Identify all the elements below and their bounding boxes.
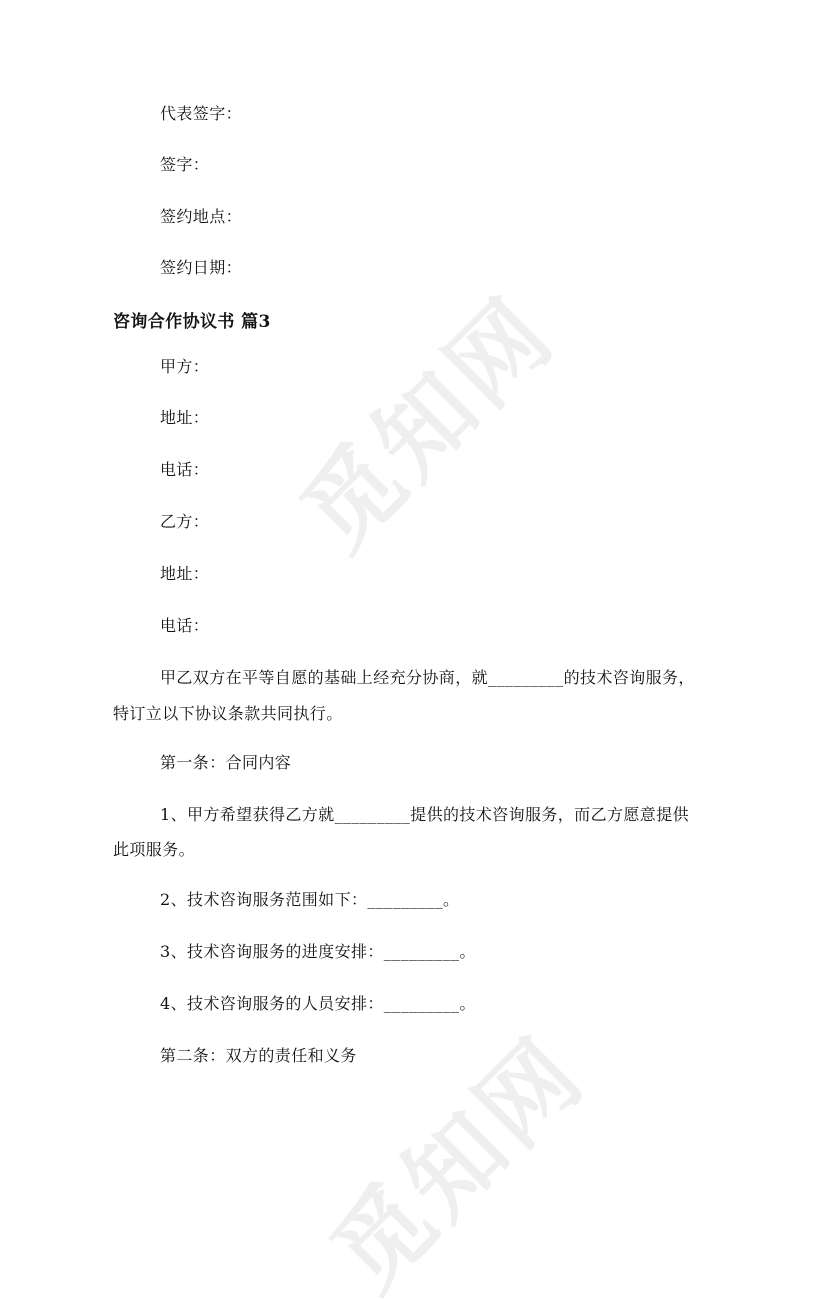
party-b-phone-label: 电话：	[160, 616, 210, 635]
watermark-bottom: 觅知网	[310, 1016, 607, 1312]
party-a-phone-label: 电话：	[160, 460, 210, 479]
party-b-label: 乙方：	[160, 512, 210, 531]
party-a-address-label: 地址：	[160, 408, 210, 427]
signing-date-label: 签约日期：	[160, 258, 243, 277]
clause-4: 4、技术咨询服务的人员安排：_________。	[160, 994, 476, 1013]
clause-2: 2、技术咨询服务范围如下：_________。	[160, 890, 460, 909]
signing-place-label: 签约地点：	[160, 207, 243, 226]
clause-3: 3、技术咨询服务的进度安排：_________。	[160, 942, 476, 961]
clause-1-line-1: 1、甲方希望获得乙方就_________提供的技术咨询服务，而乙方愿意提供	[160, 805, 689, 824]
watermark: 觅知网	[280, 276, 577, 572]
party-b-address-label: 地址：	[160, 564, 210, 583]
section-title: 咨询合作协议书 篇3	[113, 312, 271, 332]
party-a-label: 甲方：	[160, 357, 210, 376]
article-1-title: 第一条：合同内容	[160, 753, 292, 772]
article-2-title: 第二条：双方的责任和义务	[160, 1046, 357, 1065]
clause-1-line-2: 此项服务。	[113, 840, 196, 859]
signature-label: 签字：	[160, 155, 210, 174]
signature-representative-label: 代表签字：	[160, 104, 243, 123]
preamble-line-1: 甲乙双方在平等自愿的基础上经充分协商，就_________的技术咨询服务，	[160, 668, 695, 687]
preamble-line-2: 特订立以下协议条款共同执行。	[113, 704, 343, 723]
